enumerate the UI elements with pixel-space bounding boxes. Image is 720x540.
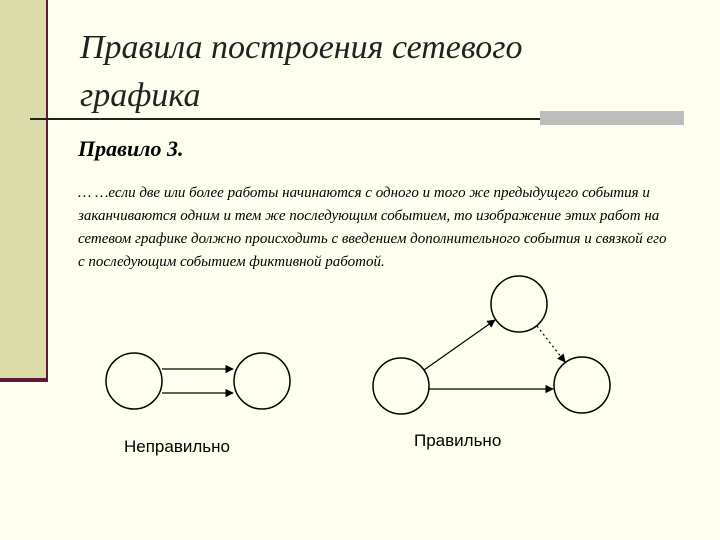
incorrect-start-event: [106, 353, 162, 409]
rule-heading: Правило 3.: [78, 136, 184, 161]
slide-title: Правила построения сетевого графика: [80, 29, 523, 114]
correct-diagram: [373, 276, 610, 414]
incorrect-end-event: [234, 353, 290, 409]
dummy-work-arrow: [537, 326, 565, 362]
correct-end-event: [554, 357, 610, 413]
work-arrow-to-additional: [424, 320, 495, 370]
additional-event: [491, 276, 547, 332]
correct-start-event: [373, 358, 429, 414]
incorrect-diagram: [106, 353, 290, 409]
correct-caption: Правильно: [414, 431, 502, 450]
incorrect-caption: Неправильно: [124, 437, 230, 456]
rule-description: … …если две или более работы начинаются с одного и того же предыдущего события и заканчиваются одним и тем же последующим событием, то изображение этих работ на сетевом графике должно происходить с введением дополнительного события и связкой его с последующим событием фиктивной работой.: [78, 185, 667, 270]
